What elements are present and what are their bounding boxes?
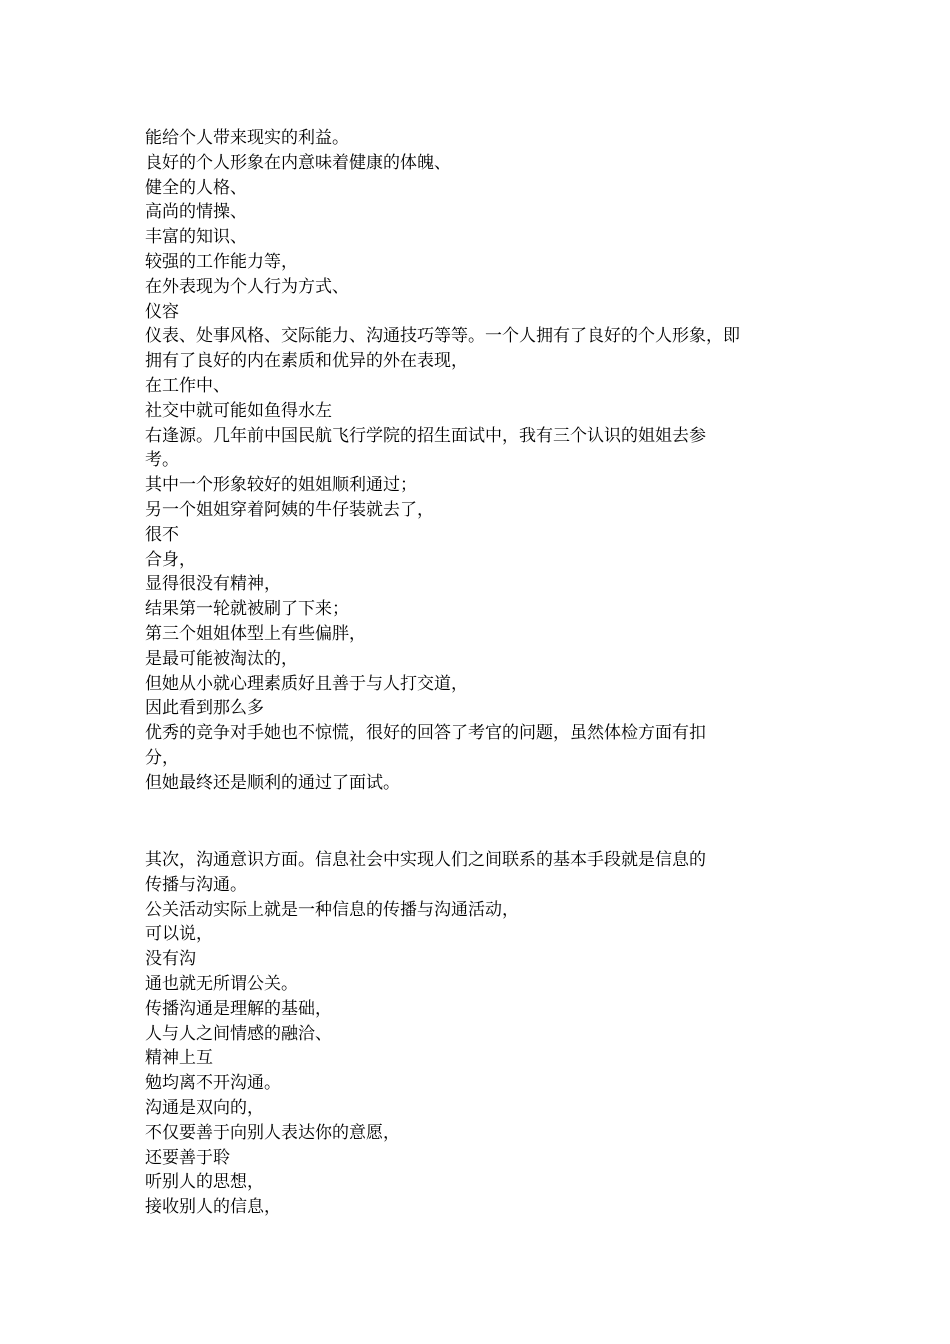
text-line: 还要善于聆: [145, 1147, 230, 1168]
text-line: 传播沟通是理解的基础，: [145, 998, 332, 1019]
text-line: 考。: [145, 450, 179, 471]
paragraph-personal-image: [145, 126, 805, 796]
text-line: 接收别人的信息，: [145, 1197, 281, 1218]
text-line: 高尚的情操、: [145, 202, 247, 223]
text-line: 仪表、处事风格、交际能力、沟通技巧等等。一个人拥有了良好的个人形象，即: [145, 326, 740, 347]
text-line: 优秀的竞争对手她也不惊慌，很好的回答了考官的问题，虽然体检方面有扣: [145, 723, 706, 744]
text-line: 分，: [145, 747, 179, 768]
text-line: 右逢源。几年前中国民航飞行学院的招生面试中，我有三个认识的姐姐去参: [145, 425, 706, 446]
text-line: 精神上互: [145, 1048, 213, 1069]
text-line: 很不: [145, 524, 179, 545]
text-line: 因此看到那么多: [145, 698, 264, 719]
text-line: 人与人之间情感的融洽、: [145, 1023, 332, 1044]
text-line: 显得很没有精神，: [145, 574, 281, 595]
text-line: 不仅要善于向别人表达你的意愿，: [145, 1122, 400, 1143]
text-line: 丰富的知识、: [145, 227, 247, 248]
text-line: 其中一个形象较好的姐姐顺利通过；: [145, 475, 417, 496]
text-line: 但她最终还是顺利的通过了面试。: [145, 772, 400, 793]
text-line: 公关活动实际上就是一种信息的传播与沟通活动，: [145, 899, 519, 920]
text-line: 另一个姐姐穿着阿姨的牛仔装就去了，: [145, 499, 434, 520]
text-line: 在工作中、: [145, 375, 230, 396]
text-line: 社交中就可能如鱼得水左: [145, 400, 332, 421]
text-line: 第三个姐姐体型上有些偏胖，: [145, 623, 366, 644]
paragraph-communication: [145, 848, 805, 1220]
text-line: 拥有了良好的内在素质和优异的外在表现，: [145, 351, 468, 372]
text-line: 结果第一轮就被刷了下来；: [145, 599, 349, 620]
text-line: 沟通是双向的，: [145, 1097, 264, 1118]
text-line: 在外表现为个人行为方式、: [145, 276, 349, 297]
text-line: 合身，: [145, 549, 196, 570]
text-line: 没有沟: [145, 949, 196, 970]
text-line: 健全的人格、: [145, 177, 247, 198]
text-line: 传播与沟通。: [145, 874, 247, 895]
text-line: 听别人的思想，: [145, 1172, 264, 1193]
text-line: 较强的工作能力等，: [145, 251, 298, 272]
text-line: 勉均离不开沟通。: [145, 1073, 281, 1094]
text-line: 其次，沟通意识方面。信息社会中实现人们之间联系的基本手段就是信息的: [145, 850, 706, 870]
text-line: 通也就无所谓公关。: [145, 973, 298, 994]
text-line: 但她从小就心理素质好且善于与人打交道，: [145, 673, 468, 694]
text-line: 能给个人带来现实的利益。: [145, 128, 349, 148]
text-line: 可以说，: [145, 924, 213, 945]
text-line: 仪容: [145, 301, 179, 322]
text-line: 良好的个人形象在内意味着健康的体魄、: [145, 152, 451, 173]
text-line: 是最可能被淘汰的，: [145, 648, 298, 669]
